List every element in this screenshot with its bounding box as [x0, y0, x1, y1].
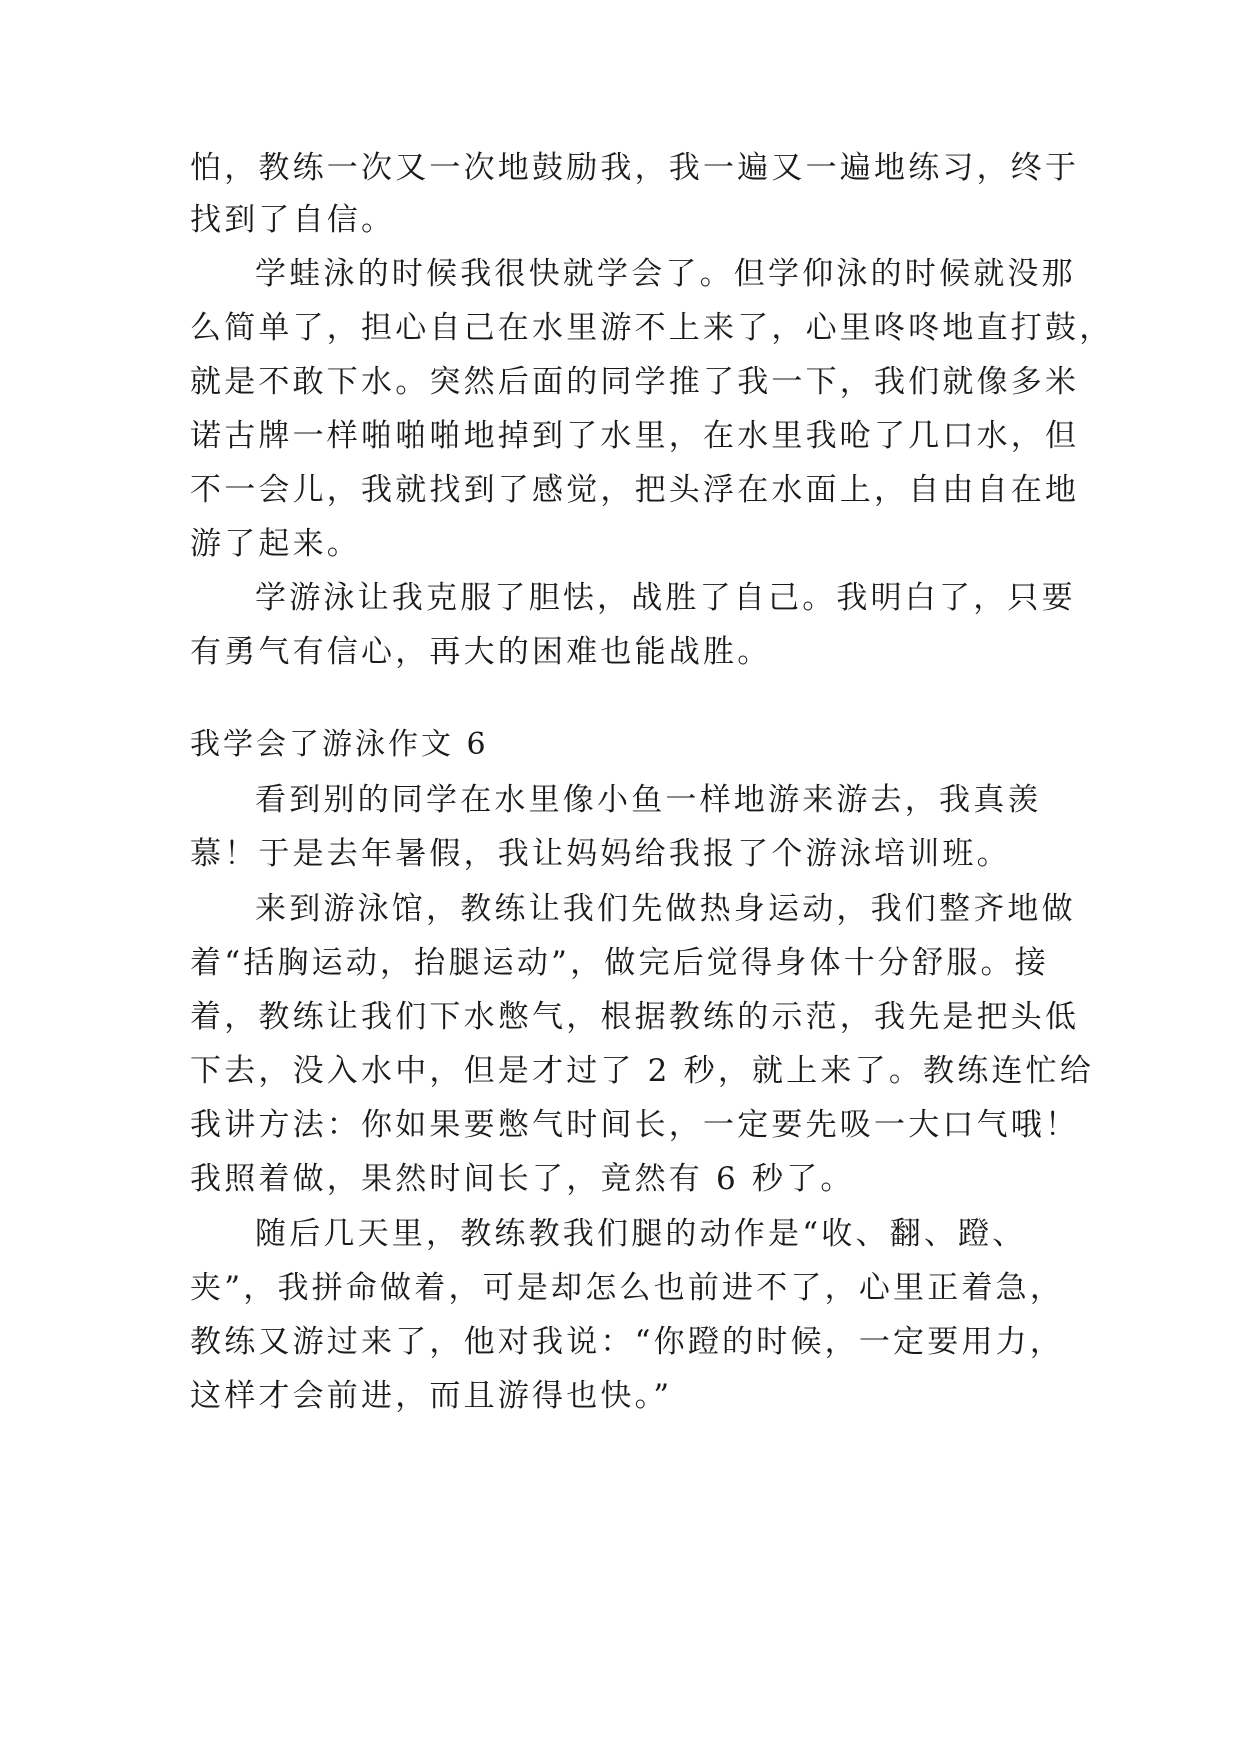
text-line: 有勇气有信心，再大的困难也能战胜。 — [190, 634, 772, 670]
section-title: 我学会了游泳作文 6 — [190, 727, 489, 762]
text-line: 着“括胸运动，抬腿运动”，做完后觉得身体十分舒服。接 — [190, 945, 1049, 981]
paragraph-start-line: 随后几天里，教练教我们腿的动作是“收、翻、蹬、 — [255, 1216, 1027, 1252]
text-line: 游了起来。 — [190, 526, 361, 562]
text-line: 着，教练让我们下水憋气，根据教练的示范，我先是把头低 — [190, 999, 1080, 1035]
paragraph-start-line: 学蛙泳的时候我很快就学会了。但学仰泳的时候就没那 — [255, 256, 1076, 292]
text-line: 怕，教练一次又一次地鼓励我，我一遍又一遍地练习，终于 — [190, 150, 1080, 186]
text-line: 就是不敢下水。突然后面的同学推了我一下，我们就像多米 — [190, 364, 1080, 400]
text-line: 我讲方法：你如果要憋气时间长，一定要先吸一大口气哦！ — [190, 1107, 1080, 1143]
text-line: 诺古牌一样啪啪啪地掉到了水里，在水里我呛了几口水，但 — [190, 418, 1080, 454]
text-line: 下去，没入水中，但是才过了 2 秒，就上来了。教练连忙给 — [190, 1053, 1095, 1089]
paragraph-start-line: 学游泳让我克服了胆怯，战胜了自己。我明白了，只要 — [255, 580, 1076, 616]
text-line: 不一会儿，我就找到了感觉，把头浮在水面上，自由自在地 — [190, 472, 1080, 508]
text-line: 慕！于是去年暑假，我让妈妈给我报了个游泳培训班。 — [190, 836, 1011, 872]
paragraph-start-line: 来到游泳馆，教练让我们先做热身运动，我们整齐地做 — [255, 891, 1076, 927]
text-line: 找到了自信。 — [190, 202, 396, 238]
text-line: 我照着做，果然时间长了，竟然有 6 秒了。 — [190, 1161, 855, 1197]
text-line: 这样才会前进，而且游得也快。” — [190, 1378, 673, 1414]
paragraph-start-line: 看到别的同学在水里像小鱼一样地游来游去，我真羡 — [255, 782, 1042, 818]
text-line: 么简单了，担心自己在水里游不上来了，心里咚咚地直打鼓， — [190, 310, 1114, 346]
text-line: 夹”，我拼命做着，可是却怎么也前进不了，心里正着急， — [190, 1270, 1065, 1306]
text-line: 教练又游过来了，他对我说：“你蹬的时候，一定要用力， — [190, 1324, 1065, 1360]
